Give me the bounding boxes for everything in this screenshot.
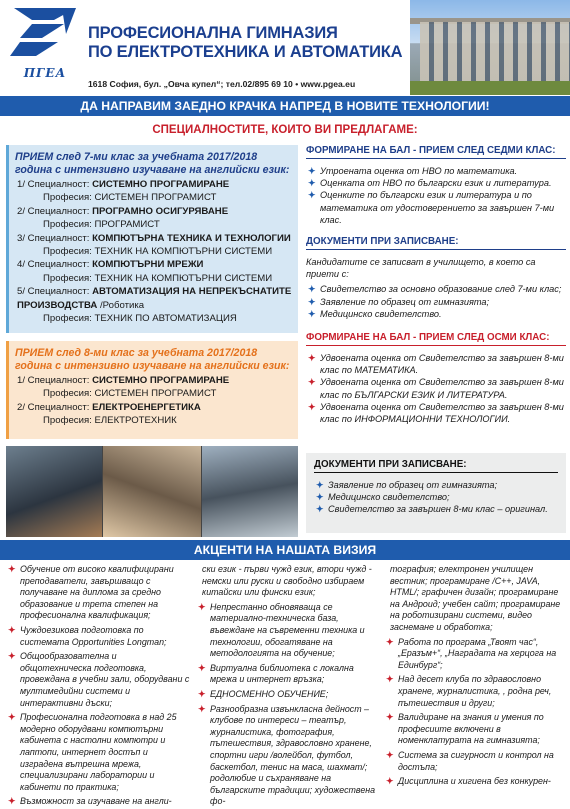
- vision-item-text: Обучение от високо квалифицирани преподаватели, завършващо с получаване на диплома за средно образование и трета степен на професионална квалификация;: [20, 564, 174, 621]
- vision-item: [6, 796, 190, 808]
- specialty-item: [9, 285, 298, 312]
- profession: Професия: СИСТЕМЕН ПРОГРАМИСТ: [43, 388, 217, 400]
- specialty-num: 2/ Специалност:: [17, 401, 93, 413]
- plus-icon: ✦: [308, 190, 316, 201]
- plus-icon: ✦: [308, 284, 316, 295]
- vision-item-text: Работа по програма „Твоят час“, „Еразъм+“, „Наградата на херцога на Единбург“;: [398, 636, 557, 670]
- vision-item: [384, 712, 568, 747]
- admission-7-list: [9, 178, 298, 325]
- building-photo: [410, 0, 570, 95]
- vision-item: [384, 750, 568, 773]
- docs-1-item-text: Медицинско свидетелство.: [320, 308, 442, 319]
- plus-icon: ✦: [198, 601, 206, 612]
- ball-7-item: [306, 177, 566, 189]
- docs-1-intro: Кандидатите се записват в училището, в което са приети с:: [306, 257, 536, 280]
- vision-item: [384, 776, 568, 788]
- plus-icon: ✦: [386, 776, 394, 787]
- plus-icon: ✦: [316, 480, 324, 490]
- school-address: 1618 София, бул. „Овча купел“; тел.02/895 69 10 • www.pgea.eu: [88, 79, 356, 89]
- vision-item-text: Разнообразна извънкласна дейност – клубове по интереси – театър, журналистика, фотография, пътешествия, здравословно хранене, спортни игри /волейбол, футбол, баскетбол, тенис на маса, шахмат/; родолюбие и съхраняване на българските традиции; художествена фо-: [210, 703, 376, 807]
- plus-icon: ✦: [386, 636, 394, 647]
- specialty-name: ЕЛЕКТРОЕНЕРГЕТИКА: [92, 401, 201, 413]
- photo-lab-room: [202, 446, 298, 537]
- docs-1-item: [306, 308, 566, 320]
- docs-1-list: [306, 283, 566, 320]
- docs-2-item-text: Медицинско свидетелство;: [328, 492, 450, 503]
- school-title: [88, 24, 408, 62]
- ball-8-list: [306, 352, 566, 425]
- admission-7-heading: ПРИЕМ след 7-ми клас за учебната 2017/2018 година с интензивно изучаване на английски език:: [15, 151, 290, 176]
- ball-8-item: [306, 401, 566, 425]
- profession: Професия: ТЕХНИК ПО АВТОМАТИЗАЦИЯ: [43, 313, 237, 325]
- ball-7-item-text: Оценката от НВО по български език и литература.: [320, 178, 552, 189]
- plus-icon: ✦: [308, 353, 316, 364]
- docs-1-title: ДОКУМЕНТИ ПРИ ЗАПИСВАНЕ:: [306, 236, 566, 250]
- vision-col-2-cont: ски език - първи чужд език, втори чужд - немски или руски и свободно избираем китайски или фински език;: [202, 564, 372, 598]
- plus-icon: ✦: [308, 296, 316, 307]
- specialty-sub: /Роботика: [97, 299, 145, 311]
- specialty-item: [9, 258, 298, 271]
- vision-bar: АКЦЕНТИ НА НАШАТА ВИЗИЯ: [0, 540, 570, 560]
- vision-col-2: [196, 564, 380, 809]
- profession: Професия: ТЕХНИК НА КОМПЮТЪРНИ СИСТЕМИ: [43, 272, 273, 284]
- plus-icon: ✦: [198, 662, 206, 673]
- vision-item: [384, 674, 568, 709]
- docs-1-item: [306, 283, 566, 295]
- plus-icon: ✦: [316, 504, 324, 515]
- specialty-num: 3/ Специалност:: [17, 232, 93, 244]
- vision-item: [196, 602, 380, 660]
- vision-item-text: Непрестанно обновяваща се материално-техническа база, въвеждане на съвременни техника и технологии, обогатяване на методологията на обучение;: [210, 601, 365, 659]
- plus-icon: ✦: [8, 624, 16, 635]
- plus-icon: ✦: [8, 796, 16, 807]
- specialty-name: СИСТЕМНО ПРОГРАМИРАНЕ: [92, 375, 230, 386]
- vision-item-text: ЕДНОСМЕННО ОБУЧЕНИЕ;: [210, 688, 329, 699]
- plus-icon: ✦: [308, 377, 316, 388]
- admission-8-heading: ПРИЕМ след 8-ми клас за учебната 2017/2018 година с интензивно изучаване на английски език:: [15, 347, 290, 372]
- slogan-bar: ДА НАПРАВИМ ЗАЕДНО КРАЧКА НАПРЕД В НОВИТЕ ТЕХНОЛОГИИ!: [0, 96, 570, 116]
- admission-8-list: [9, 374, 298, 428]
- profession: Професия: ПРОГРАМИСТ: [43, 219, 160, 231]
- plus-icon: ✦: [308, 166, 316, 176]
- header: [0, 0, 570, 95]
- docs-1-item-text: Заявление по образец от гимназията;: [320, 296, 490, 307]
- ball-8-item-text: Удвоената оценка от Свидетелство за завършен 8-ми клас по МАТЕМАТИКА.: [320, 353, 564, 376]
- profession: Професия: ТЕХНИК НА КОМПЮТЪРНИ СИСТЕМИ: [43, 246, 273, 258]
- specialty-num: 1/ Специалност:: [17, 375, 93, 386]
- docs-2-item-text: Заявление по образец от гимназията;: [328, 480, 498, 490]
- plus-icon: ✦: [308, 308, 316, 319]
- ball-7-title: ФОРМИРАНЕ НА БАЛ - ПРИЕМ СЛЕД СЕДМИ КЛАС:: [306, 145, 566, 159]
- vision-item-text: Над десет клуба по здравословно хранене, журналистика, , родна реч, пътешествия и други;: [398, 674, 552, 708]
- specialty-num: 4/ Специалност:: [17, 259, 93, 271]
- school-logo: [6, 4, 84, 86]
- admission-7-box: [6, 145, 298, 333]
- photo-students: [103, 446, 201, 537]
- ball-8-title: ФОРМИРАНЕ НА БАЛ - ПРИЕМ СЛЕД ОСМИ КЛАС:: [306, 332, 566, 346]
- specialty-item: [9, 401, 298, 414]
- admission-8-box: [6, 341, 298, 439]
- specialty-item: [9, 374, 298, 387]
- vision-item: [384, 637, 568, 672]
- specialty-name: ПРОГРАМНО ОСИГУРЯВАНЕ: [92, 205, 229, 217]
- specialty-name: СИСТЕМНО ПРОГРАМИРАНЕ: [92, 179, 230, 190]
- classroom-photos: [6, 446, 298, 537]
- ball-8-item: [306, 376, 566, 400]
- title-line-2: ПО ЕЛЕКТРОТЕХНИКА И АВТОМАТИКА: [88, 43, 403, 61]
- logo-text: ПГЕА: [23, 66, 67, 80]
- specialty-num: 5/ Специалност:: [17, 286, 93, 298]
- plus-icon: ✦: [386, 749, 394, 760]
- plus-icon: ✦: [316, 492, 324, 503]
- vision-item-text: Възможност за изучаване на англи-: [20, 796, 172, 807]
- logo-mark-icon: [6, 4, 84, 66]
- docs-1-item-text: Свидетелство за основно образование след 7-ми клас;: [320, 284, 562, 295]
- vision-item-text: Виртуална библиотека с локална мрежа и интернет връзка;: [210, 662, 354, 685]
- ball-7-item-text: Утроената оценка от НВО по математика.: [320, 166, 518, 176]
- docs-2-title: ДОКУМЕНТИ ПРИ ЗАПИСВАНЕ:: [314, 459, 558, 473]
- plus-icon: ✦: [308, 178, 316, 189]
- docs-2-box: [306, 453, 566, 533]
- profession: Професия: СИСТЕМЕН ПРОГРАМИСТ: [43, 192, 217, 204]
- photo-computer-lab: [6, 446, 102, 537]
- specialty-name: КОМПЮТЪРНА ТЕХНИКА И ТЕХНОЛОГИИ: [92, 232, 291, 244]
- plus-icon: ✦: [198, 703, 206, 714]
- specialty-name: КОМПЮТЪРНИ МРЕЖИ: [92, 259, 204, 271]
- specialty-name: АВТОМАТИЗАЦИЯ НА НЕПРЕКЪСНАТИТЕ ПРОИЗВОДСТВА: [17, 286, 292, 311]
- ball-8-item-text: Удвоената оценка от Свидетелство за завършен 8-ми клас по БЪЛГАРСКИ ЕЗИК И ЛИТЕРАТУРА.: [320, 377, 564, 400]
- vision-item: [196, 689, 380, 701]
- plus-icon: ✦: [8, 564, 16, 574]
- docs-2-list: [314, 479, 558, 516]
- docs-2-item: [314, 491, 558, 503]
- vision-item: [6, 625, 190, 648]
- ball-8-item-text: Удвоената оценка от Свидетелство за завършен 8-ми клас по ИНФОРМАЦИОННИ ТЕХНОЛОГИИ.: [320, 401, 564, 425]
- vision-item-text: Система за сигурност и контрол на достъпа;: [398, 749, 554, 772]
- ball-8-item: [306, 352, 566, 376]
- vision-col-3: [384, 564, 568, 791]
- specialty-item: [9, 232, 298, 245]
- ball-7-item: [306, 165, 566, 177]
- vision-item-text: Валидиране на знания и умения по професиите включени в номенклатурата на гимназията;: [398, 712, 544, 746]
- vision-item: [6, 564, 190, 622]
- plus-icon: ✦: [308, 401, 316, 412]
- vision-item-text: Общообразователна и общотехническа подготовка, провеждана в учебни зали, оборудвани с мултимедийни системи и интерактивни дъски;: [20, 651, 190, 708]
- plus-icon: ✦: [198, 688, 206, 699]
- docs-2-item: [314, 479, 558, 491]
- plus-icon: ✦: [386, 712, 394, 723]
- specialty-item: [9, 205, 298, 218]
- vision-item: [196, 704, 380, 808]
- vision-col-1: [6, 564, 190, 809]
- right-column: [306, 145, 566, 425]
- plus-icon: ✦: [386, 674, 394, 685]
- specialty-item: [9, 178, 298, 191]
- ball-7-list: [306, 165, 566, 226]
- vision-item-text: Дисциплина и хигиена без конкурен-: [398, 776, 551, 787]
- ball-7-item-text: Оценките по български език и литература и по математика от удостоверението за завършен 7-ми клас.: [320, 190, 555, 225]
- docs-2-item-text: Свидетелство за завършен 8-ми клас – оригинал.: [328, 504, 548, 515]
- specialty-num: 1/ Специалност:: [17, 179, 93, 190]
- title-line-1: ПРОФЕСИОНАЛНА ГИМНАЗИЯ: [88, 24, 338, 42]
- vision-item: [6, 651, 190, 709]
- specialties-title: СПЕЦИАЛНОСТИТЕ, КОИТО ВИ ПРЕДЛАГАМЕ:: [152, 124, 418, 136]
- vision-col-3-cont: тография; електронен училищен вестник; програмиране /C++, JAVA, HTML/; графичен дизайн; програмиране на Андроид; учебен сайт; програмиране на роботизирани системи, видео заснемане и обработка;: [390, 564, 561, 632]
- specialty-num: 2/ Специалност:: [17, 205, 93, 217]
- vision-item-text: Чуждоезикова подготовка по системата Opportunities Longman;: [20, 624, 167, 647]
- docs-2-item: [314, 503, 558, 515]
- plus-icon: ✦: [8, 712, 16, 723]
- vision-item: [6, 712, 190, 793]
- ball-7-item: [306, 189, 566, 226]
- vision-item: [196, 663, 380, 686]
- plus-icon: ✦: [8, 651, 16, 662]
- profession: Професия: ЕЛЕКТРОТЕХНИК: [43, 415, 177, 427]
- vision-item-text: Професионална подготовка в над 25 модерно оборудвани компютърни кабинета с настолни компютри и лаптопи, интернет достъп и изградена вътрешна мрежа, специализирани лаборатории и кабинети по практика;: [20, 712, 177, 792]
- docs-1-item: [306, 296, 566, 308]
